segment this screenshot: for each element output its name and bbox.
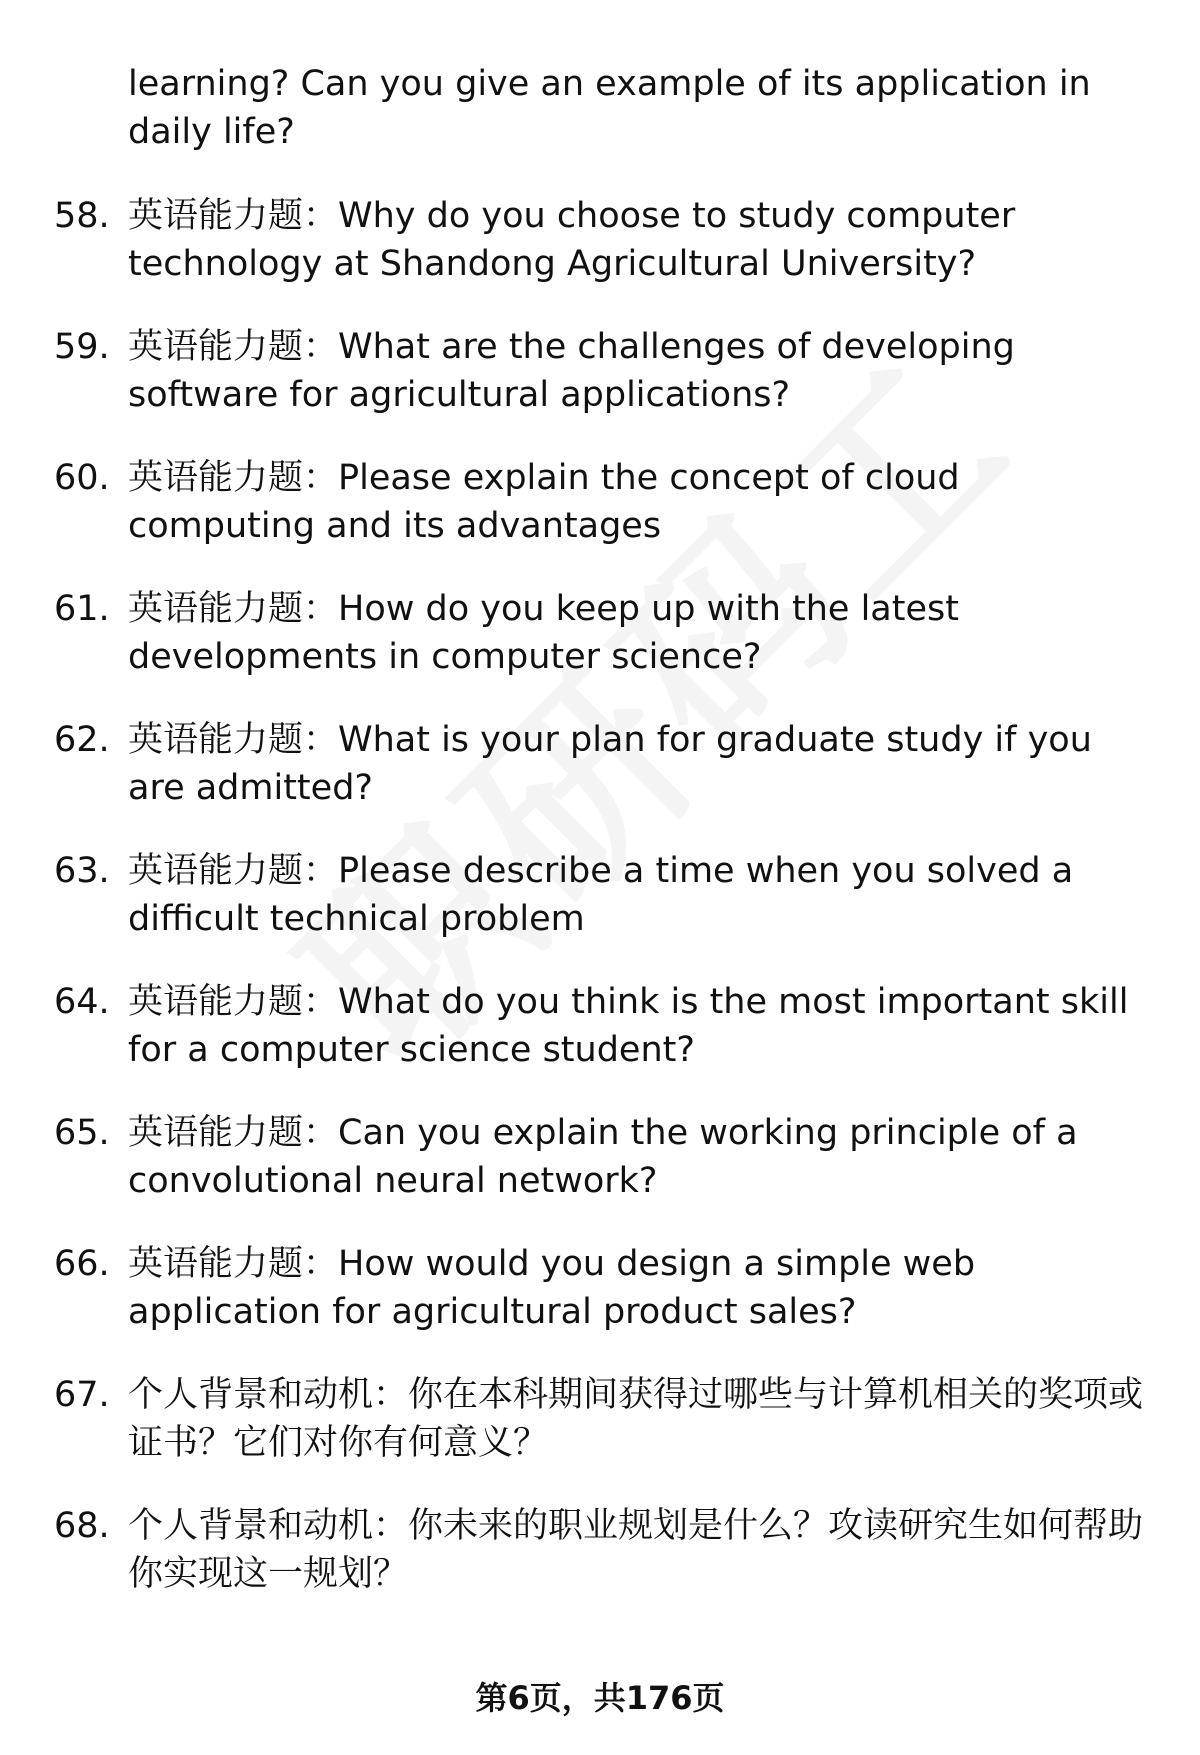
question-number: 68.	[54, 1506, 110, 1546]
question-item	[0, 1109, 1148, 1205]
question-text: 英语能力题：How would you design a simple web application for agricultural product sales?	[128, 1244, 976, 1332]
continuation-text: learning? Can you give an example of its application in daily life?	[128, 64, 1091, 152]
question-item	[0, 716, 1148, 812]
question-number: 61.	[54, 589, 110, 629]
question-text: 英语能力题：What is your plan for graduate study if you are admitted?	[128, 720, 1092, 808]
question-item	[0, 1502, 1148, 1598]
question-number: 62.	[54, 720, 110, 760]
page-footer: 第6页，共176页	[475, 1679, 725, 1717]
question-item	[0, 1240, 1148, 1336]
question-number: 60.	[54, 458, 110, 498]
question-text: 英语能力题：Why do you choose to study computer technology at Shandong Agricultural University?	[128, 196, 1016, 284]
question-item	[0, 1371, 1148, 1467]
question-number: 63.	[54, 851, 110, 891]
question-text: 英语能力题：What are the challenges of developing software for agricultural applications?	[128, 327, 1015, 415]
question-number: 65.	[54, 1113, 110, 1153]
question-text: 英语能力题：Please explain the concept of cloud computing and its advantages	[128, 458, 960, 546]
question-text: 英语能力题：Can you explain the working principle of a convolutional neural network?	[128, 1113, 1078, 1201]
question-list	[0, 192, 1200, 1633]
question-text: 个人背景和动机：你在本科期间获得过哪些与计算机相关的奖项或证书？它们对你有何意义？	[128, 1375, 1144, 1463]
question-number: 66.	[54, 1244, 110, 1284]
question-item	[0, 323, 1148, 419]
question-number: 67.	[54, 1375, 110, 1415]
question-number: 59.	[54, 327, 110, 367]
question-item	[0, 192, 1148, 288]
question-item	[0, 847, 1148, 943]
question-item	[0, 978, 1148, 1074]
question-item	[0, 585, 1148, 681]
question-text: 英语能力题：How do you keep up with the latest developments in computer science?	[128, 589, 959, 677]
question-number: 58.	[54, 196, 110, 236]
question-item	[0, 454, 1148, 550]
question-text: 个人背景和动机：你未来的职业规划是什么？攻读研究生如何帮助你实现这一规划？	[128, 1506, 1144, 1594]
question-number: 64.	[54, 982, 110, 1022]
question-text: 英语能力题：Please describe a time when you solved a difficult technical problem	[128, 851, 1074, 939]
question-text: 英语能力题：What do you think is the most important skill for a computer science student?	[128, 982, 1129, 1070]
